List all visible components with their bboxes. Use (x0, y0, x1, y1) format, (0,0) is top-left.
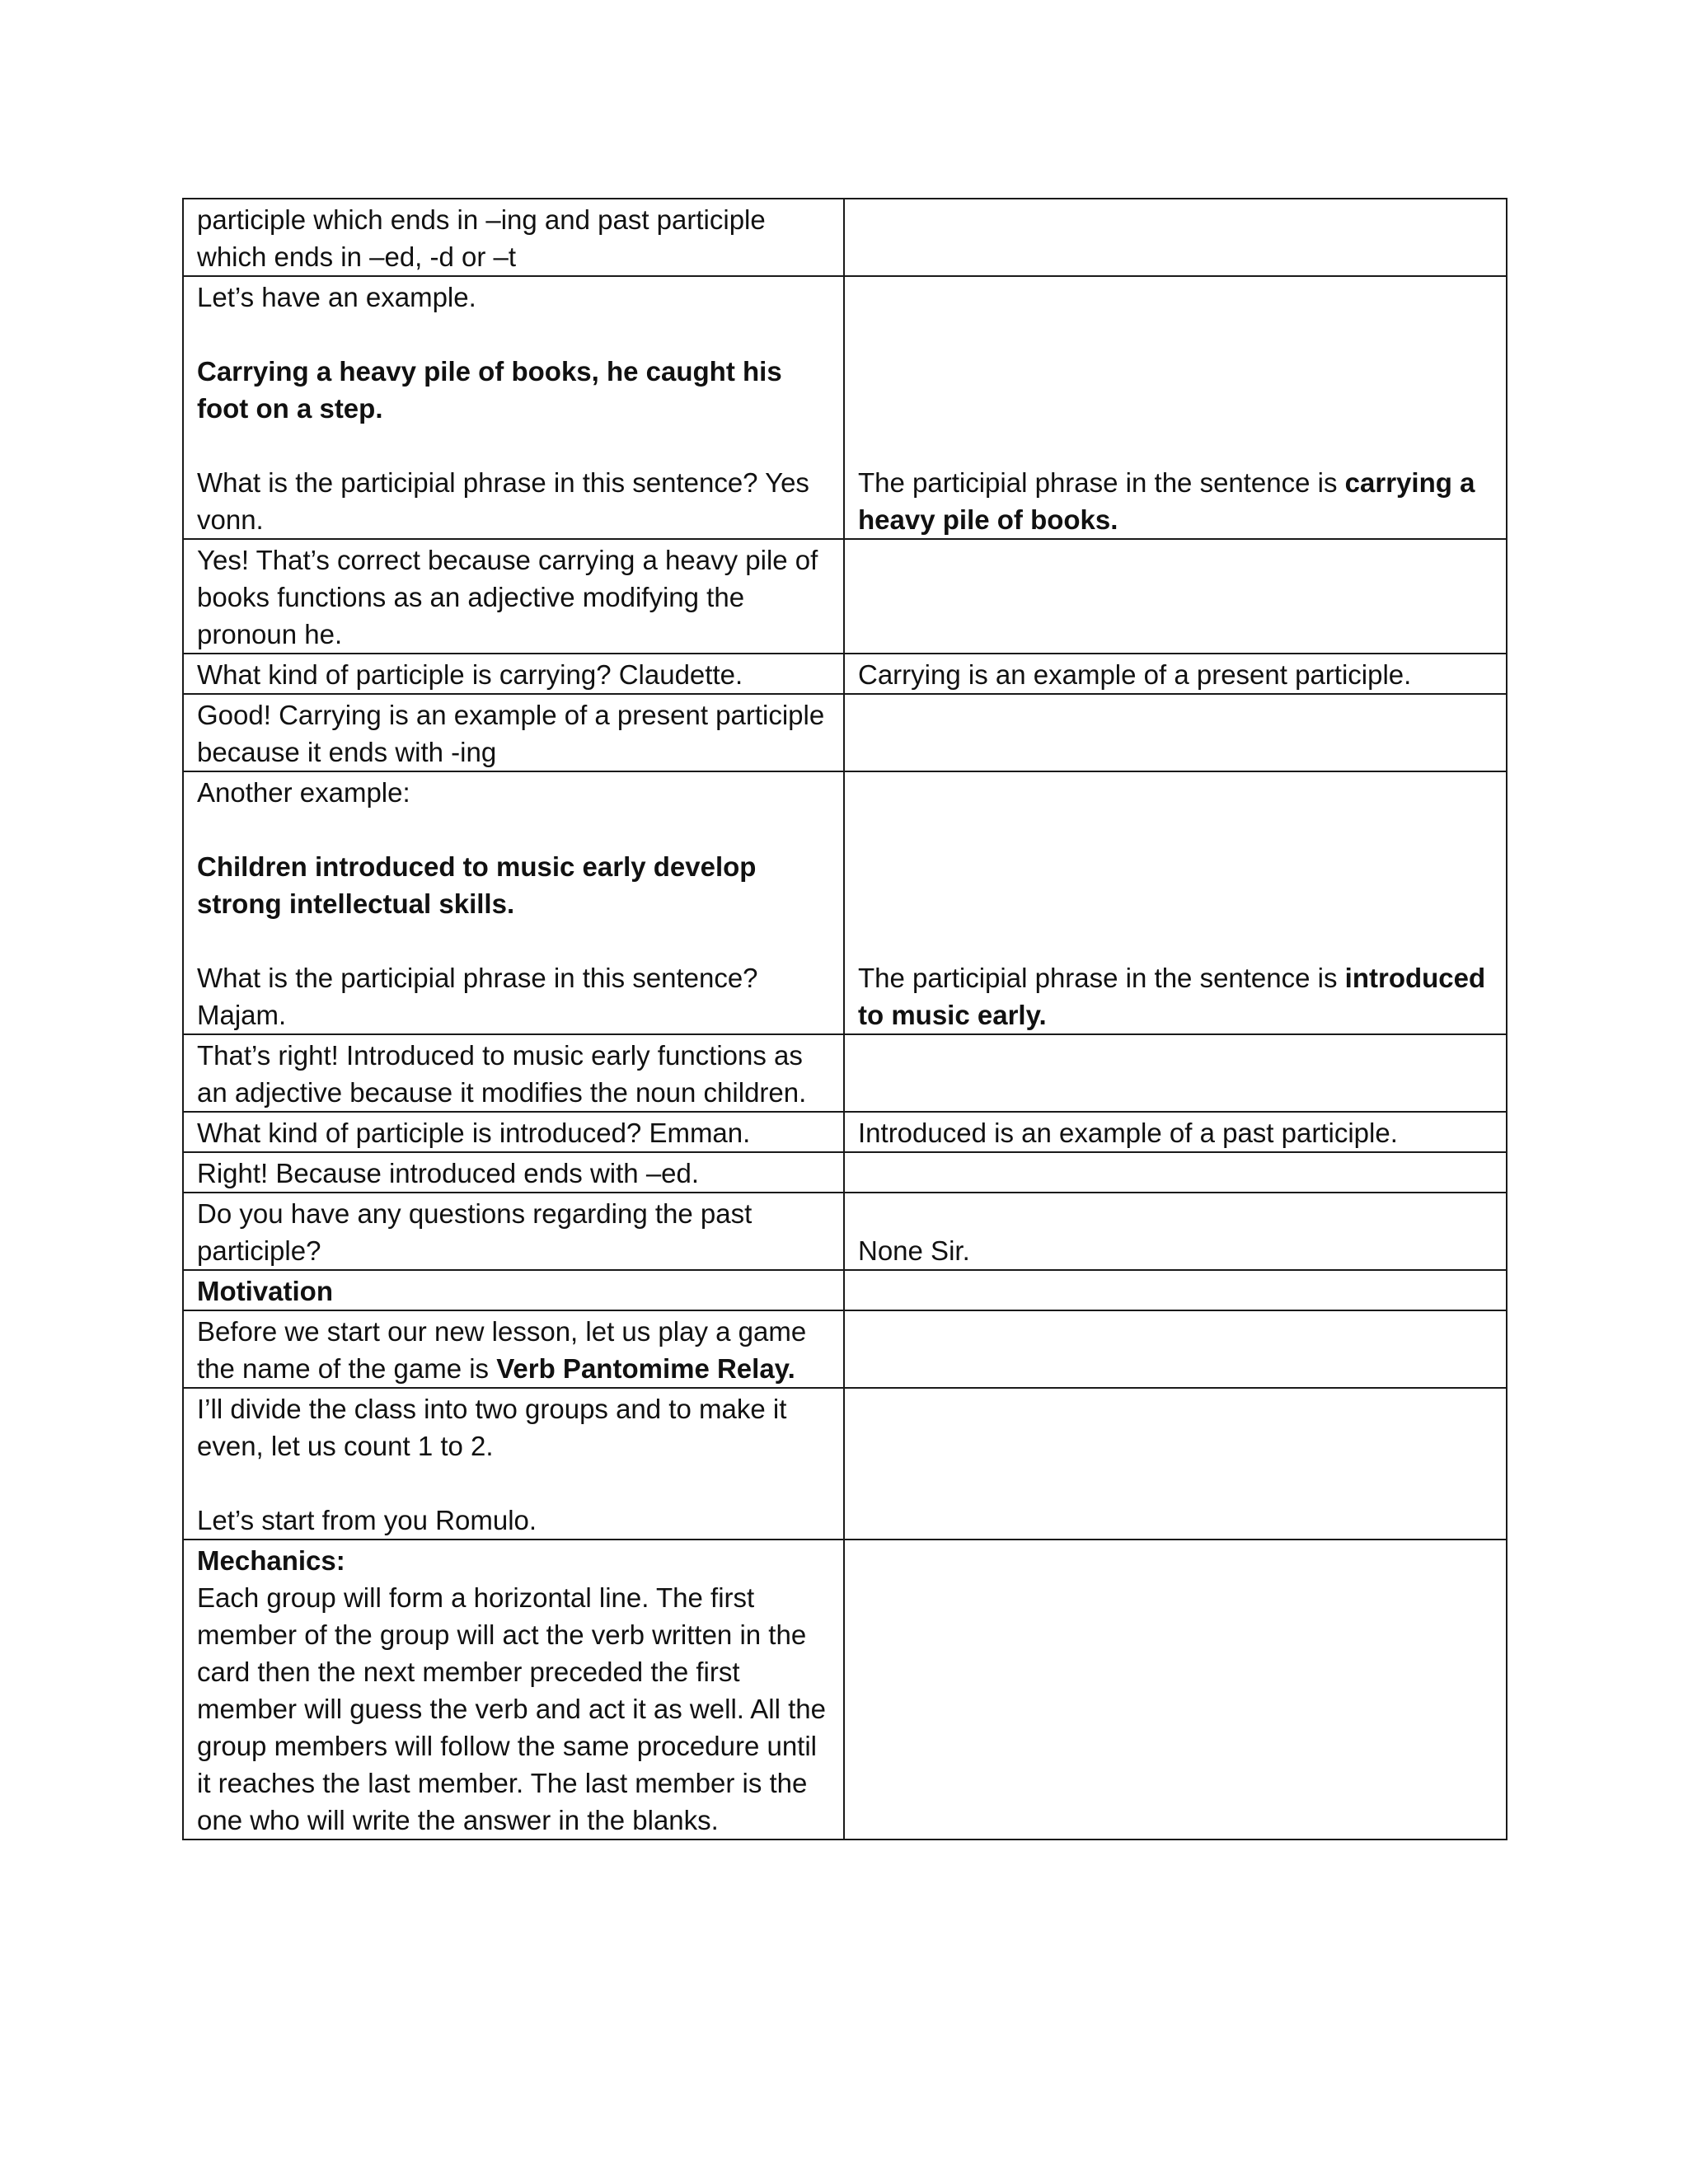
table-row (183, 276, 1507, 539)
teacher-text: That’s right! Introduced to music early functions as an adjective because it modifies the noun children. (197, 1040, 807, 1108)
student-text: Carrying is an example of a present participle. (858, 659, 1412, 690)
table-row (183, 1270, 1507, 1310)
lesson-plan-table (182, 198, 1507, 1840)
student-cell (844, 1152, 1507, 1193)
teacher-cell (183, 694, 844, 771)
table-row (183, 1388, 1507, 1540)
teacher-cell (183, 654, 844, 694)
student-cell (844, 771, 1507, 1034)
teacher-cell (183, 1540, 844, 1840)
teacher-text: Let’s start from you Romulo. (197, 1505, 537, 1535)
student-answer-prefix: The participial phrase in the sentence is (858, 963, 1345, 993)
teacher-text: Right! Because introduced ends with –ed. (197, 1158, 700, 1188)
student-cell (844, 1310, 1507, 1388)
mechanics-text: Each group will form a horizontal line. The first member of the group will act the verb written in the card then the next member preceded the first member will guess the verb and act it as well. All the group members will follow the same procedure until it reaches the last member. The last member is the one who will write the answer in the blanks. (197, 1582, 827, 1835)
student-cell (844, 1193, 1507, 1270)
student-text: Introduced is an example of a past participle. (858, 1118, 1398, 1148)
section-heading: Motivation (197, 1276, 333, 1306)
student-cell (844, 1034, 1507, 1112)
student-cell (844, 1388, 1507, 1540)
teacher-cell (183, 1388, 844, 1540)
teacher-cell (183, 276, 844, 539)
teacher-text: Good! Carrying is an example of a present participle because it ends with -ing (197, 700, 825, 767)
student-cell (844, 694, 1507, 771)
teacher-cell (183, 199, 844, 276)
game-name: Verb Pantomime Relay. (496, 1353, 795, 1384)
student-answer-prefix: The participial phrase in the sentence is (858, 467, 1345, 498)
example-sentence: Carrying a heavy pile of books, he caught his foot on a step. (197, 356, 782, 424)
teacher-intro: Another example: (197, 777, 410, 808)
teacher-text: What kind of participle is introduced? Emman. (197, 1118, 751, 1148)
table-row (183, 539, 1507, 654)
table-row (183, 654, 1507, 694)
student-answer-bold: introduced to music early. (858, 963, 1486, 1030)
example-sentence: Children introduced to music early develop strong intellectual skills. (197, 851, 757, 919)
table-row (183, 1540, 1507, 1840)
teacher-text: What kind of participle is carrying? Claudette. (197, 659, 743, 690)
teacher-question: What is the participial phrase in this sentence? Majam. (197, 963, 758, 1030)
student-cell (844, 1270, 1507, 1310)
table-row (183, 1112, 1507, 1152)
teacher-cell (183, 771, 844, 1034)
table-row (183, 1310, 1507, 1388)
teacher-text: Yes! That’s correct because carrying a heavy pile of books functions as an adjective modifying the pronoun he. (197, 545, 818, 649)
teacher-cell (183, 1270, 844, 1310)
teacher-text: Before we start our new lesson, let us play a game the name of the game is (197, 1316, 807, 1384)
teacher-question: What is the participial phrase in this sentence? Yes vonn. (197, 467, 809, 535)
student-text: None Sir. (858, 1235, 970, 1266)
teacher-text: Do you have any questions regarding the past participle? (197, 1198, 753, 1266)
student-cell (844, 654, 1507, 694)
table-row (183, 199, 1507, 276)
student-cell (844, 539, 1507, 654)
teacher-cell (183, 1152, 844, 1193)
student-cell (844, 199, 1507, 276)
section-heading: Mechanics: (197, 1545, 345, 1576)
teacher-text: I’ll divide the class into two groups and to make it even, let us count 1 to 2. (197, 1394, 787, 1461)
table-row (183, 1034, 1507, 1112)
teacher-cell (183, 1310, 844, 1388)
teacher-text: participle which ends in –ing and past participle which ends in –ed, -d or –t (197, 204, 766, 272)
teacher-intro: Let’s have an example. (197, 282, 476, 312)
student-cell (844, 1112, 1507, 1152)
table-row (183, 771, 1507, 1034)
teacher-cell (183, 1112, 844, 1152)
teacher-cell (183, 1193, 844, 1270)
student-cell (844, 276, 1507, 539)
table-row (183, 694, 1507, 771)
student-cell (844, 1540, 1507, 1840)
teacher-cell (183, 1034, 844, 1112)
student-answer-bold: carrying a heavy pile of books. (858, 467, 1475, 535)
table-row (183, 1193, 1507, 1270)
teacher-cell (183, 539, 844, 654)
table-row (183, 1152, 1507, 1193)
